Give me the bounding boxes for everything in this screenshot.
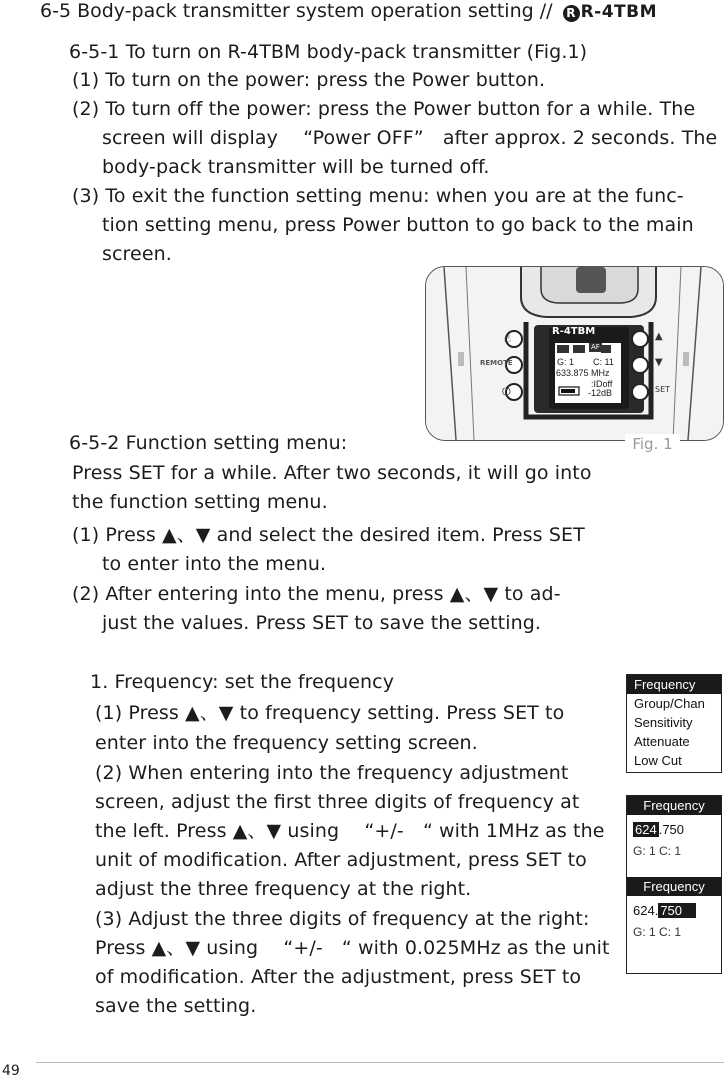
paragraph-line: (3) To exit the function setting menu: when you are at the func- [72,185,684,207]
paragraph-line: save the setting. [95,995,257,1017]
menu-item-frequency: Frequency [627,675,721,694]
function-menu-panel [626,674,722,773]
transmitter-figure [425,266,724,441]
menu-item-group-chan: Group/Chan [634,696,705,711]
frequency-adjust-panel [626,795,722,974]
screen-id: :IDoff [591,379,613,389]
header-title: 6-5 Body-pack transmitter system operation setting // [40,0,553,22]
freq-group-channel-1: G: 1 C: 1 [633,844,682,858]
brand-text: R-4TBM [580,1,658,22]
freq-group-channel-2: G: 1 C: 1 [633,925,682,939]
paragraph-line: (2) When entering into the frequency adjustment [95,762,569,784]
freq-right-part: .750 [658,822,685,837]
menu-item-attenuate: Attenuate [634,734,690,749]
paragraph-line: adjust the three frequency at the right. [95,878,472,900]
paragraph-line: unit of modiﬁcation. After adjustment, press SET to [95,849,587,871]
paragraph-line: enter into the frequency setting screen. [95,732,478,754]
screen-brand: R-4TBM [552,326,596,337]
down-arrow-icon: ▼ [655,357,663,368]
paragraph-line: Press SET for a while. After two seconds, it will go into [72,462,592,484]
paragraph-line: body-pack transmitter will be turned off. [102,156,490,178]
freq-value-left-edit [633,821,684,838]
page-header [40,0,657,27]
paragraph-line: to enter into the menu. [102,553,327,575]
page-number: 49 [2,1063,20,1079]
screen-group: G: 1 [557,357,575,367]
paragraph-line: just the values. Press SET to save the setting. [102,612,542,634]
paragraph-line: (2) To turn off the power: press the Power button for a while. The [72,98,696,120]
transmitter-illustration [426,267,723,440]
screen-gain: -12dB [588,388,613,398]
paragraph-line: (3) Adjust the three digits of frequency at the right: [95,908,590,930]
paragraph-line: the function setting menu. [72,491,328,513]
power-icon: ⏻ [502,385,511,398]
screen-frequency: 633.875 MHz [556,368,610,378]
section-heading-6-5-2: 6-5-2 Function setting menu: [69,432,348,454]
paragraph-line: tion setting menu, press Power button to go back to the main [102,214,694,236]
screen-channel: C: 11 [593,357,614,367]
brand-logo [563,0,657,27]
figure-caption: Fig. 1 [625,434,680,454]
paragraph-line: Press ▲、▼ using “+/- “ with 0.025MHz as the unit [95,937,610,959]
paragraph-line: (1) Press ▲、▼ and select the desired item. Press SET [72,524,585,546]
paragraph-line: (1) To turn on the power: press the Power button. [72,69,546,91]
hand-icon: ☝ [504,331,512,345]
section-heading-6-5-1: 6-5-1 To turn on R-4TBM body-pack transmitter (Fig.1) [69,41,588,63]
freq-left-part: 624. [633,903,659,918]
remote-label: REMOTE [480,359,513,367]
paragraph-line: screen will display “Power OFF” after approx. 2 seconds. The [102,127,718,149]
freq-title-1: Frequency [627,796,721,815]
paragraph-line: (2) After entering into the menu, press ▲、▼ to ad- [72,583,561,605]
paragraph-line: of modiﬁcation. After the adjustment, press SET to [95,966,582,988]
menu-item-sensitivity: Sensitivity [634,715,693,730]
brand-r-mark: R [563,5,580,22]
up-arrow-icon: ▲ [655,331,663,342]
freq-right-digits: 750 [658,903,696,918]
paragraph-line: the left. Press ▲、▼ using “+/- “ with 1MHz as the [95,820,605,842]
footer-rule [36,1062,724,1063]
paragraph-line: screen. [102,243,172,265]
freq-value-right-edit [633,902,696,919]
paragraph-line: screen, adjust the ﬁrst three digits of frequency at [95,791,580,813]
screen-af-indicator: AF [591,343,600,351]
menu-item-low-cut: Low Cut [634,753,682,768]
paragraph-line: (1) Press ▲、▼ to frequency setting. Press SET to [95,702,565,724]
freq-left-digits: 624 [635,822,657,837]
set-label: SET [655,385,671,394]
freq-title-2: Frequency [627,877,721,896]
paragraph-line: 1. Frequency: set the frequency [90,671,395,693]
